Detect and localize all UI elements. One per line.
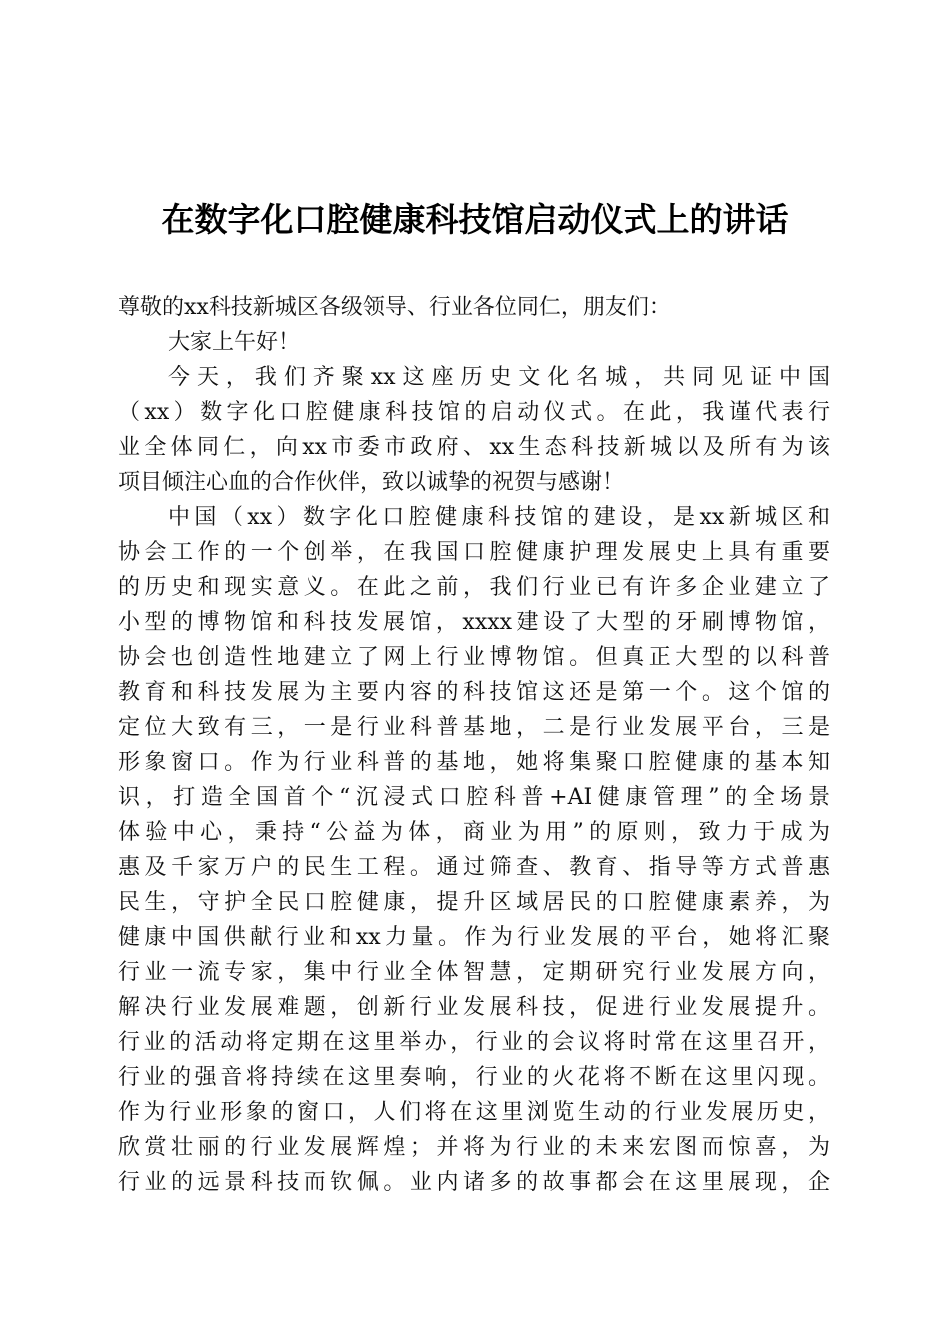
- paragraph-2-line-11: 惠及千家万户的民生工程。通过筛查、教育、指导等方式普惠: [118, 855, 830, 880]
- paragraph-2-line-7: 定位大致有三，一是行业科普基地，二是行业发展平台，三是: [118, 715, 830, 740]
- paragraph-2-line-12: 民生，守护全民口腔健康，提升区域居民的口腔健康素养，为: [118, 890, 830, 915]
- paragraph-2-line-19: 欣赏壮丽的行业发展辉煌；并将为行业的未来宏图而惊喜，为: [118, 1135, 830, 1160]
- paragraph-2-line-2: 协会工作的一个创举，在我国口腔健康护理发展史上具有重要: [118, 540, 830, 565]
- paragraph-2-line-4: 小型的博物馆和科技发展馆，xxxx建设了大型的牙刷博物馆，: [118, 610, 830, 635]
- paragraph-2-line-5: 协会也创造性地建立了网上行业博物馆。但真正大型的以科普: [118, 645, 830, 670]
- salutation-line: 尊敬的xx科技新城区各级领导、行业各位同仁，朋友们：: [118, 295, 671, 320]
- paragraph-1-line-4: 项目倾注心血的合作伙伴，致以诚挚的祝贺与感谢！: [118, 470, 625, 495]
- paragraph-1-line-2: （xx）数字化口腔健康科技馆的启动仪式。在此，我谨代表行: [118, 400, 830, 425]
- paragraph-2-line-10: 体验中心，秉持“公益为体，商业为用”的原则，致力于成为: [118, 820, 830, 845]
- document-body: [118, 290, 830, 1200]
- paragraph-2-line-9: 识，打造全国首个“沉浸式口腔科普+AI健康管理”的全场景: [118, 785, 830, 810]
- document-title: 在数字化口腔健康科技馆启动仪式上的讲话: [161, 200, 789, 239]
- paragraph-1-line-3: 业全体同仁，向xx市委市政府、xx生态科技新城以及所有为该: [118, 435, 830, 460]
- paragraph-2-line-3: 的历史和现实意义。在此之前，我们行业已有许多企业建立了: [118, 575, 830, 600]
- paragraph-1-line-1: 今天，我们齐聚xx这座历史文化名城，共同见证中国: [168, 365, 830, 390]
- paragraph-2-line-15: 解决行业发展难题，创新行业发展科技，促进行业发展提升。: [118, 995, 830, 1020]
- paragraph-2-line-13: 健康中国供献行业和xx力量。作为行业发展的平台，她将汇聚: [118, 925, 830, 950]
- paragraph-2-line-1: 中国（xx）数字化口腔健康科技馆的建设，是xx新城区和: [168, 505, 830, 530]
- paragraph-2-line-20: 行业的远景科技而钦佩。业内诸多的故事都会在这里展现，企: [118, 1170, 830, 1195]
- paragraph-2-line-16: 行业的活动将定期在这里举办，行业的会议将时常在这里召开，: [118, 1030, 830, 1055]
- paragraph-2-line-18: 作为行业形象的窗口，人们将在这里浏览生动的行业发展历史，: [118, 1100, 830, 1125]
- paragraph-2-line-8: 形象窗口。作为行业科普的基地，她将集聚口腔健康的基本知: [118, 750, 830, 775]
- paragraph-2-line-17: 行业的强音将持续在这里奏响，行业的火花将不断在这里闪现。: [118, 1065, 830, 1090]
- greeting-line: 大家上午好！: [168, 330, 301, 355]
- paragraph-2-line-6: 教育和科技发展为主要内容的科技馆这还是第一个。这个馆的: [118, 680, 830, 705]
- paragraph-2-line-14: 行业一流专家，集中行业全体智慧，定期研究行业发展方向，: [118, 960, 830, 985]
